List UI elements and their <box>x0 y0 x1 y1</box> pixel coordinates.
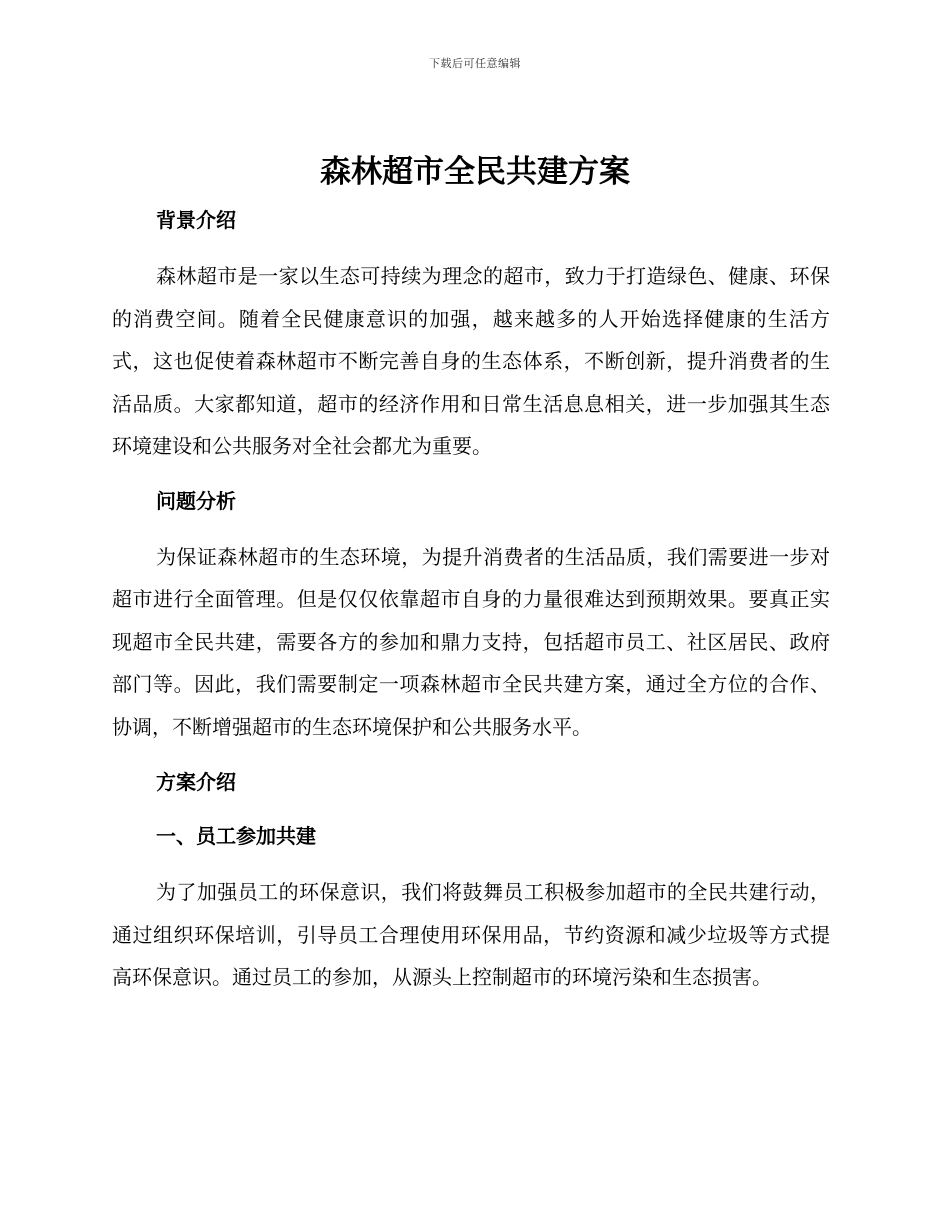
page-title: 森林超市全民共建方案 <box>320 154 630 190</box>
subsection-heading-staff: 一、员工参加共建 <box>156 824 316 848</box>
section-heading-plan: 方案介绍 <box>156 770 236 794</box>
section-heading-problem: 问题分析 <box>156 488 236 513</box>
section-heading-background: 背景介绍 <box>156 208 236 232</box>
paragraph-problem: 为保证森林超市的生态环境，为提升消费者的生活品质，我们需要进一步对超市进行全面管理。但是仅仅依靠超市自身的力量很难达到预期效果。要真正实现超市全民共建，需要各方的参加和鼎力支持，包括超市员工、社区居民、政府部门等。因此，我们需要制定一项森林超市全民共建方案，通过全方位的合作、协调，不断增强超市的生态环境保护和公共服务水平。 <box>112 544 830 739</box>
header-note: 下载后可任意编辑 <box>429 57 521 70</box>
paragraph-staff: 为了加强员工的环保意识，我们将鼓舞员工积极参加超市的全民共建行动，通过组织环保培训，引导员工合理使用环保用品，节约资源和减少垃圾等方式提高环保意识。通过员工的参加，从源头上控制超市的环境污染和生态损害。 <box>112 880 830 989</box>
paragraph-background: 森林超市是一家以生态可持续为理念的超市，致力于打造绿色、健康、环保的消费空间。随着全民健康意识的加强，越来越多的人开始选择健康的生活方式，这也促使着森林超市不断完善自身的生态体系，不断创新，提升消费者的生活品质。大家都知道，超市的经济作用和日常生活息息相关，进一步加强其生态环境建设和公共服务对全社会都尤为重要。 <box>112 264 830 458</box>
document-body <box>112 200 830 999</box>
